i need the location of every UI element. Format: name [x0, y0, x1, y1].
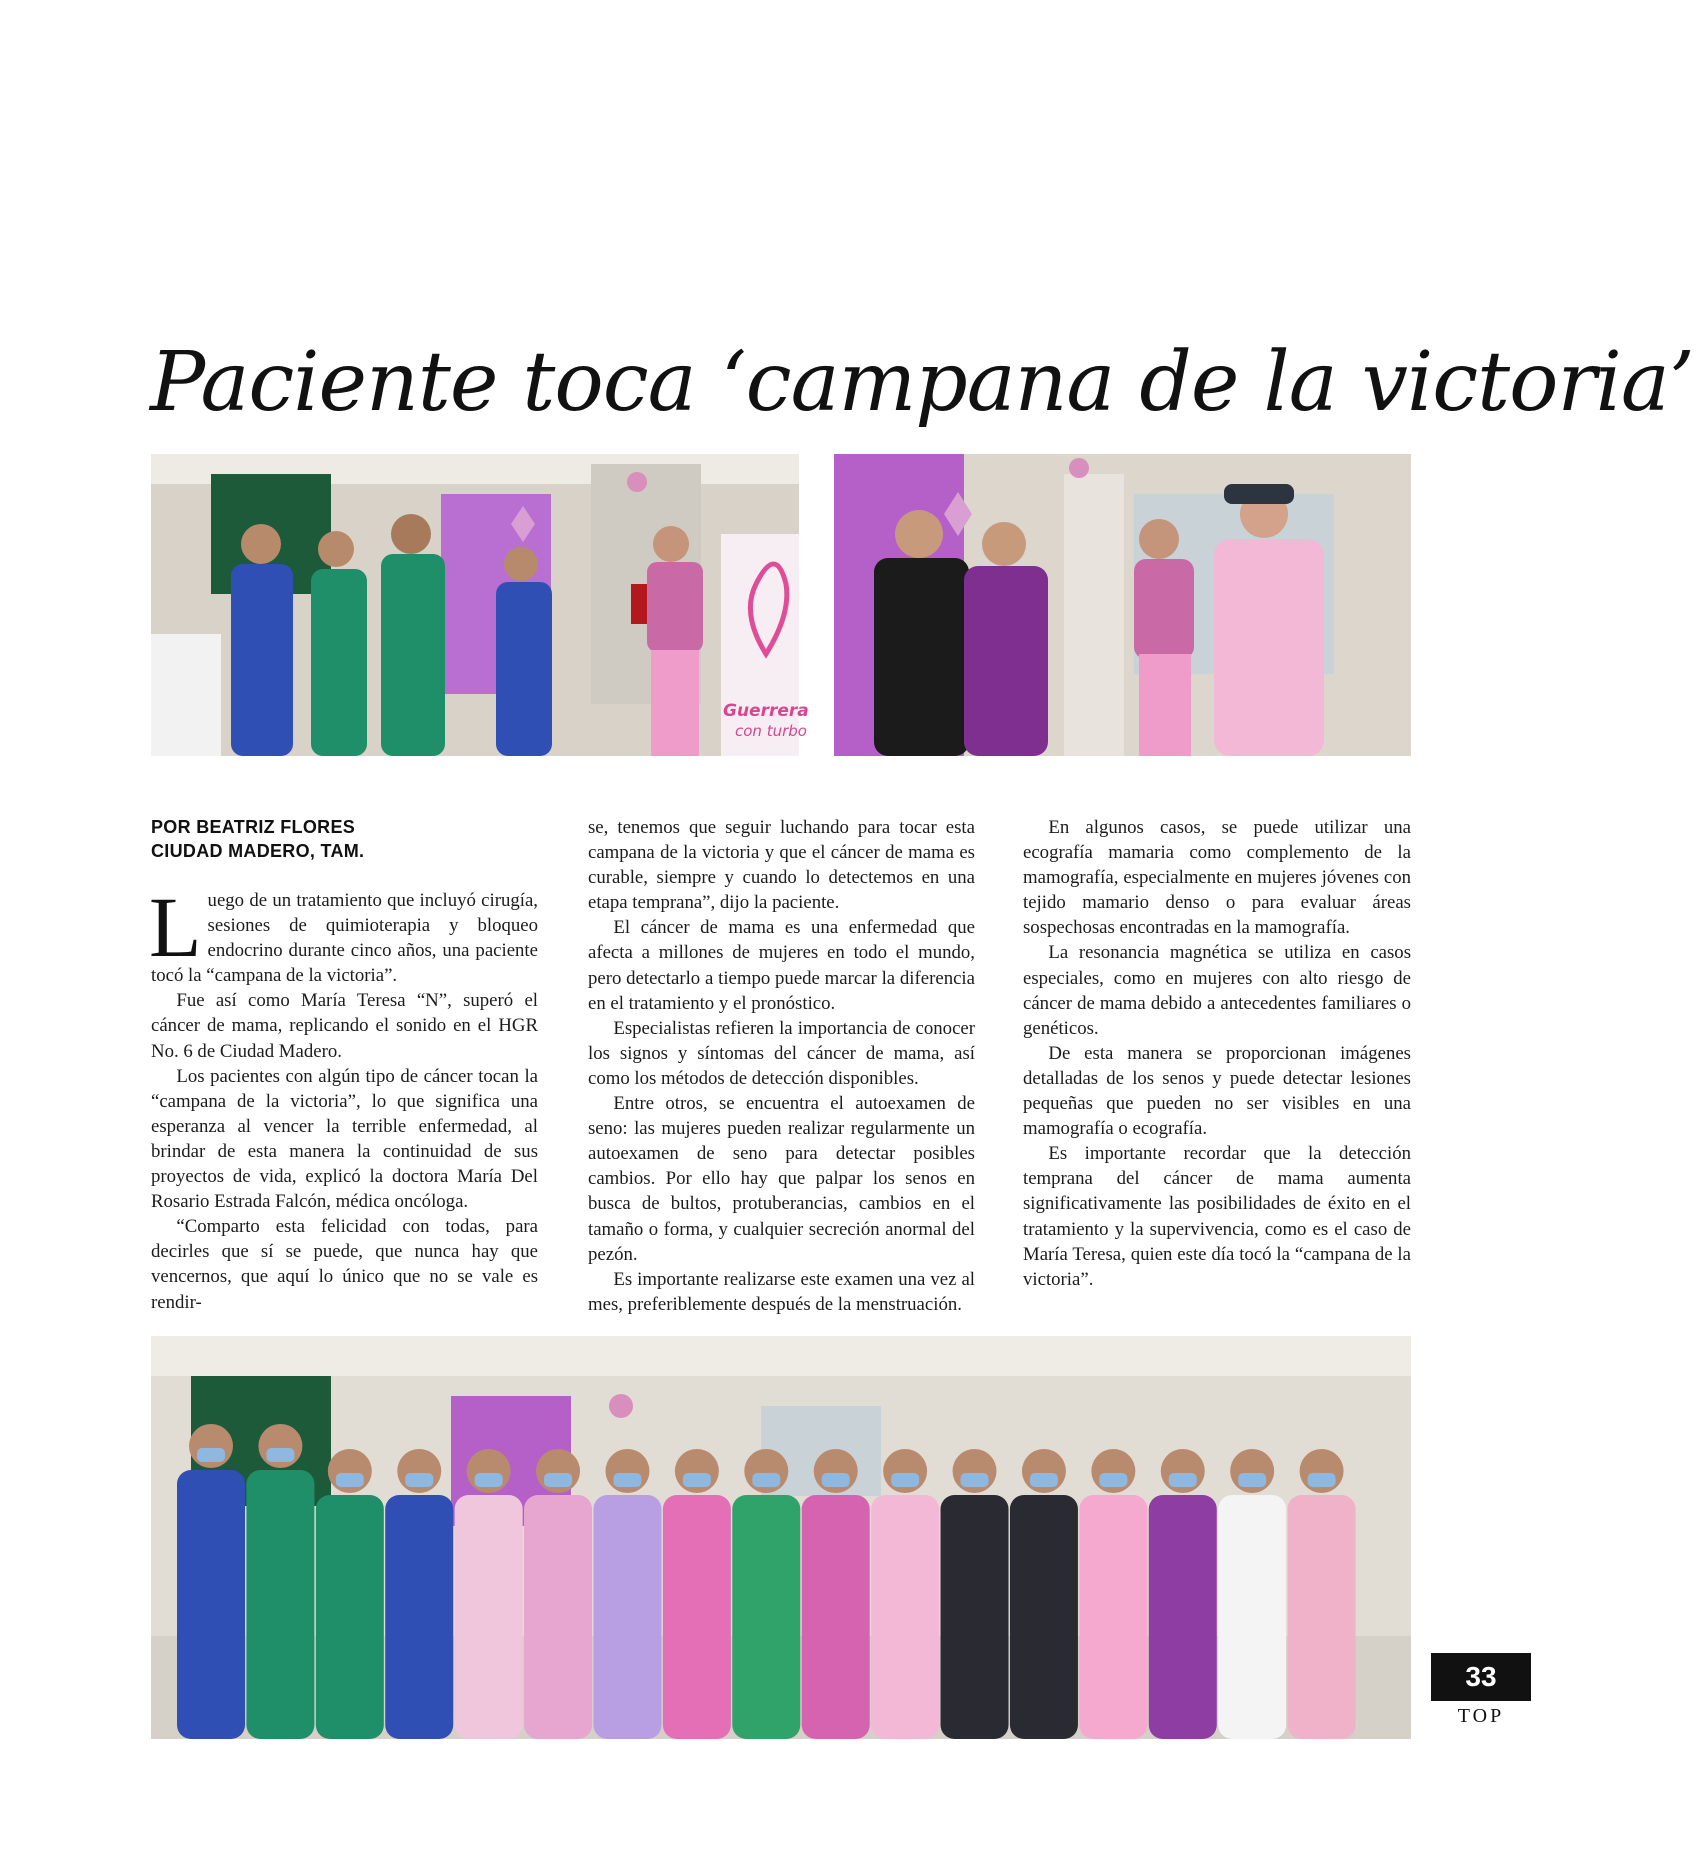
article-paragraph: El cáncer de mama es una enfermedad que afecta a millones de mujeres en todo el mundo, pero detectarlo a tiempo puede marcar la diferencia en el tratamiento y el pronóstico. — [588, 917, 975, 1014]
article-column-3 — [1023, 815, 1411, 1292]
group-person — [177, 1424, 245, 1739]
article-paragraph: Entre otros, se encuentra el autoexamen de seno: las mujeres pueden realizar regularmente un autoexamen de seno para detectar posibles cambios. Por ello hay que palpar los senos en busca de bultos, protuberancias, cambios en el tamaño o forma, y cualquier secreción anormal del pezón. — [588, 1093, 975, 1265]
article-paragraph: “Comparto esta felicidad con todas, para decirles que sí se puede, que nunca hay que vencernos, que aquí lo único que no se vale es rendir- — [151, 1216, 538, 1313]
article-paragraph: Fue así como María Teresa “N”, superó el cáncer de mama, replicando el sonido en el HGR No. 6 de Ciudad Madero. — [151, 990, 538, 1062]
group-people — [177, 1424, 1356, 1739]
byline — [151, 815, 541, 863]
article-paragraph: La resonancia magnética se utiliza en casos especiales, como en mujeres con alto riesgo de cáncer de mama debido a antecedentes familiares o genéticos. — [1023, 942, 1411, 1039]
magazine-name: TOP — [1457, 1705, 1505, 1727]
article-paragraph: Los pacientes con algún tipo de cáncer tocan la “campana de la victoria”, lo que significa una esperanza al vencer la terrible enfermedad, al brindar de esta manera la continuidad de sus proyectos de vida, explicó la doctora María Del Rosario Estrada Falcón, médica oncóloga. — [151, 1065, 538, 1213]
group-person — [246, 1424, 314, 1739]
banner-text-guerrera: Guerrera — [723, 701, 809, 721]
article-paragraph: En algunos casos, se puede utilizar una ecografía mamaria como complemento de la mamografía, especialmente en mujeres jóvenes con tejido mamario denso o para evaluar áreas sospechosas encontradas en la mamografía. — [1023, 817, 1411, 939]
photo-ringing-bell — [834, 454, 1411, 756]
photo-staff-applauding — [151, 454, 809, 756]
article-paragraph: Especialistas refieren la importancia de conocer los signos y síntomas del cáncer de mama, así como los métodos de detección disponibles. — [588, 1017, 975, 1089]
article-paragraph: Es importante recordar que la detección temprana del cáncer de mama aumenta significativamente las posibilidades de éxito en el tratamiento y la supervivencia, como es el caso de María Teresa, quien este día tocó la “campana de la victoria”. — [1023, 1143, 1411, 1290]
headline: Paciente toca ‘campana de la victoria’ — [150, 335, 1694, 430]
byline-location: CIUDAD MADERO, TAM. — [151, 841, 365, 861]
page-number: 33 — [1431, 1653, 1531, 1701]
article-paragraph: Luego de un tratamiento que incluyó cirugía, sesiones de quimioterapia y bloqueo endocrino durante cinco años, una paciente tocó la “campana de la victoria”. — [149, 879, 538, 987]
article-paragraph: Es importante realizarse este examen una vez al mes, preferiblemente después de la menstruación. — [588, 1268, 975, 1315]
dropcap: L — [149, 879, 202, 975]
article-paragraph: De esta manera se proporcionan imágenes detalladas de los senos y puede detectar lesiones pequeñas que pueden no ser visibles en una mamografía o ecografía. — [1023, 1042, 1411, 1140]
banner-text-turbo: con turbo — [735, 722, 807, 740]
photo-staff-applauding-image — [151, 454, 809, 756]
article-paragraph: se, tenemos que seguir luchando para tocar esta campana de la victoria y que el cáncer de mama es curable, siempre y cuando lo detectemos en una etapa temprana”, dijo la paciente. — [588, 817, 975, 914]
article-column-1 — [149, 879, 538, 1315]
byline-author: POR BEATRIZ FLORES — [151, 817, 356, 837]
photo-group — [151, 1336, 1411, 1739]
photo-ringing-bell-image — [834, 454, 1411, 756]
photo-group-image — [151, 1336, 1411, 1739]
article-column-2 — [588, 815, 975, 1317]
